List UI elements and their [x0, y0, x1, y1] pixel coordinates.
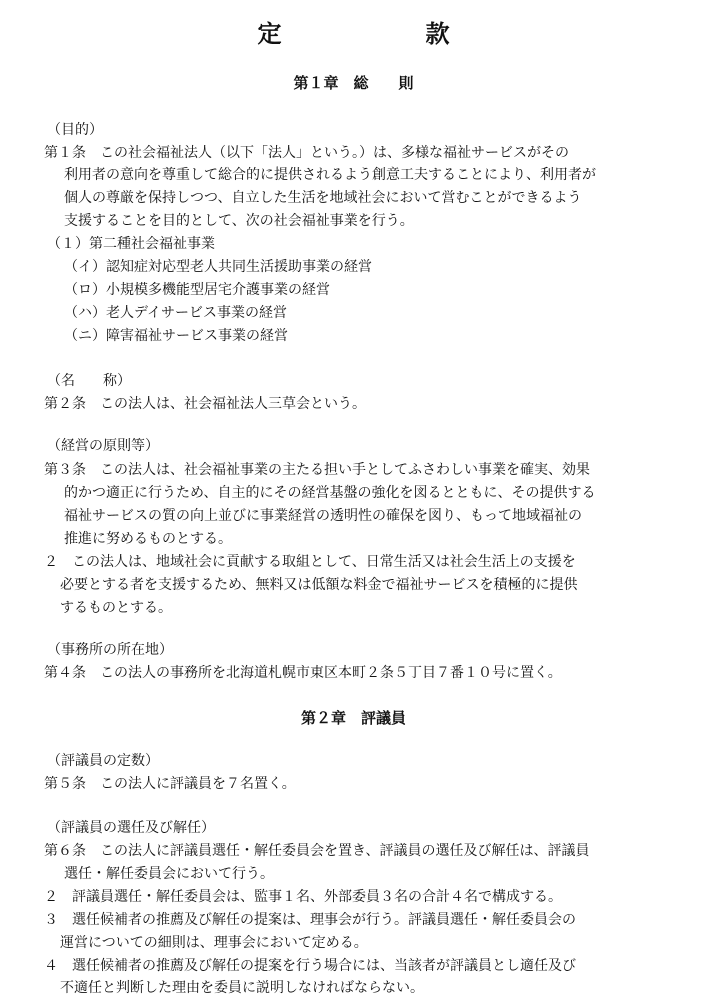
article-3-text: 的かつ適正に行うため、自主的にその経営基盤の強化を図るとともに、その提供する [64, 485, 596, 501]
article-3-para-2: 必要とする者を支援するため、無料又は低額な料金で福祉サービスを積極的に提供 [60, 577, 578, 593]
article-6-text: 選任・解任委員会において行う。 [64, 866, 274, 882]
article-3-text: 第３条 この法人は、社会福祉事業の主たる担い手としてふさわしい事業を確実、効果 [44, 462, 590, 478]
article-2-heading: （名 称） [47, 373, 131, 389]
article-1-text: 利用者の意向を尊重して総合的に提供されるよう創意工夫することにより、利用者が [64, 167, 596, 183]
article-1-subitem: （ニ）障害福祉サービス事業の経営 [64, 328, 288, 344]
article-1-text: 第１条 この社会福祉法人（以下「法人」という。）は、多様な福祉サービスがその [44, 145, 569, 161]
article-3-text: 福祉サービスの質の向上並びに事業経営の透明性の確保を図り、もって地域福祉の [64, 508, 582, 524]
article-3-text: 推進に努めるものとする。 [64, 531, 232, 547]
article-6-para-2: ２ 評議員選任・解任委員会は、監事１名、外部委員３名の合計４名で構成する。 [44, 889, 562, 905]
document-title: 定 款 [257, 20, 510, 48]
article-1-text: 支援することを目的として、次の社会福祉事業を行う。 [64, 213, 414, 229]
article-2-text: 第２条 この法人は、社会福祉法人三草会という。 [44, 396, 366, 412]
article-3-heading: （経営の原則等） [47, 438, 159, 454]
article-3-para-2: するものとする。 [60, 600, 172, 616]
chapter-2-heading: 第２章 評議員 [300, 709, 406, 727]
article-6-heading: （評議員の選任及び解任） [47, 820, 215, 836]
article-1-subitem: （ロ）小規模多機能型居宅介護事業の経営 [64, 282, 330, 298]
article-6-para-4: ４ 選任候補者の推薦及び解任の提案を行う場合には、当該者が評議員とし適任及び [44, 958, 576, 974]
article-6-para-3: 運営についての細則は、理事会において定める。 [60, 935, 368, 951]
article-6-text: 第６条 この法人に評議員選任・解任委員会を置き、評議員の選任及び解任は、評議員 [44, 843, 590, 859]
article-6-para-3: ３ 選任候補者の推薦及び解任の提案は、理事会が行う。評議員選任・解任委員会の [44, 912, 576, 928]
article-4-heading: （事務所の所在地） [47, 642, 173, 658]
article-3-para-2: ２ この法人は、地域社会に貢献する取組として、日常生活又は社会生活上の支援を [44, 554, 576, 570]
article-5-text: 第５条 この法人に評議員を７名置く。 [44, 776, 296, 792]
article-5-heading: （評議員の定数） [47, 753, 159, 769]
article-1-text: 個人の尊厳を保持しつつ、自立した生活を地域社会において営むことができるよう [64, 190, 582, 206]
article-6-para-4: 不適任と判断した理由を委員に説明しなければならない。 [60, 980, 424, 996]
article-1-subitem: （ハ）老人デイサービス事業の経営 [64, 305, 288, 321]
article-4-text: 第４条 この法人の事務所を北海道札幌市東区本町２条５丁目７番１０号に置く。 [44, 665, 562, 681]
article-1-item: （１）第二種社会福祉事業 [47, 236, 215, 252]
article-1-heading: （目的） [47, 122, 103, 138]
chapter-1-heading: 第１章 総 則 [293, 74, 414, 92]
article-1-subitem: （イ）認知症対応型老人共同生活援助事業の経営 [64, 259, 372, 275]
